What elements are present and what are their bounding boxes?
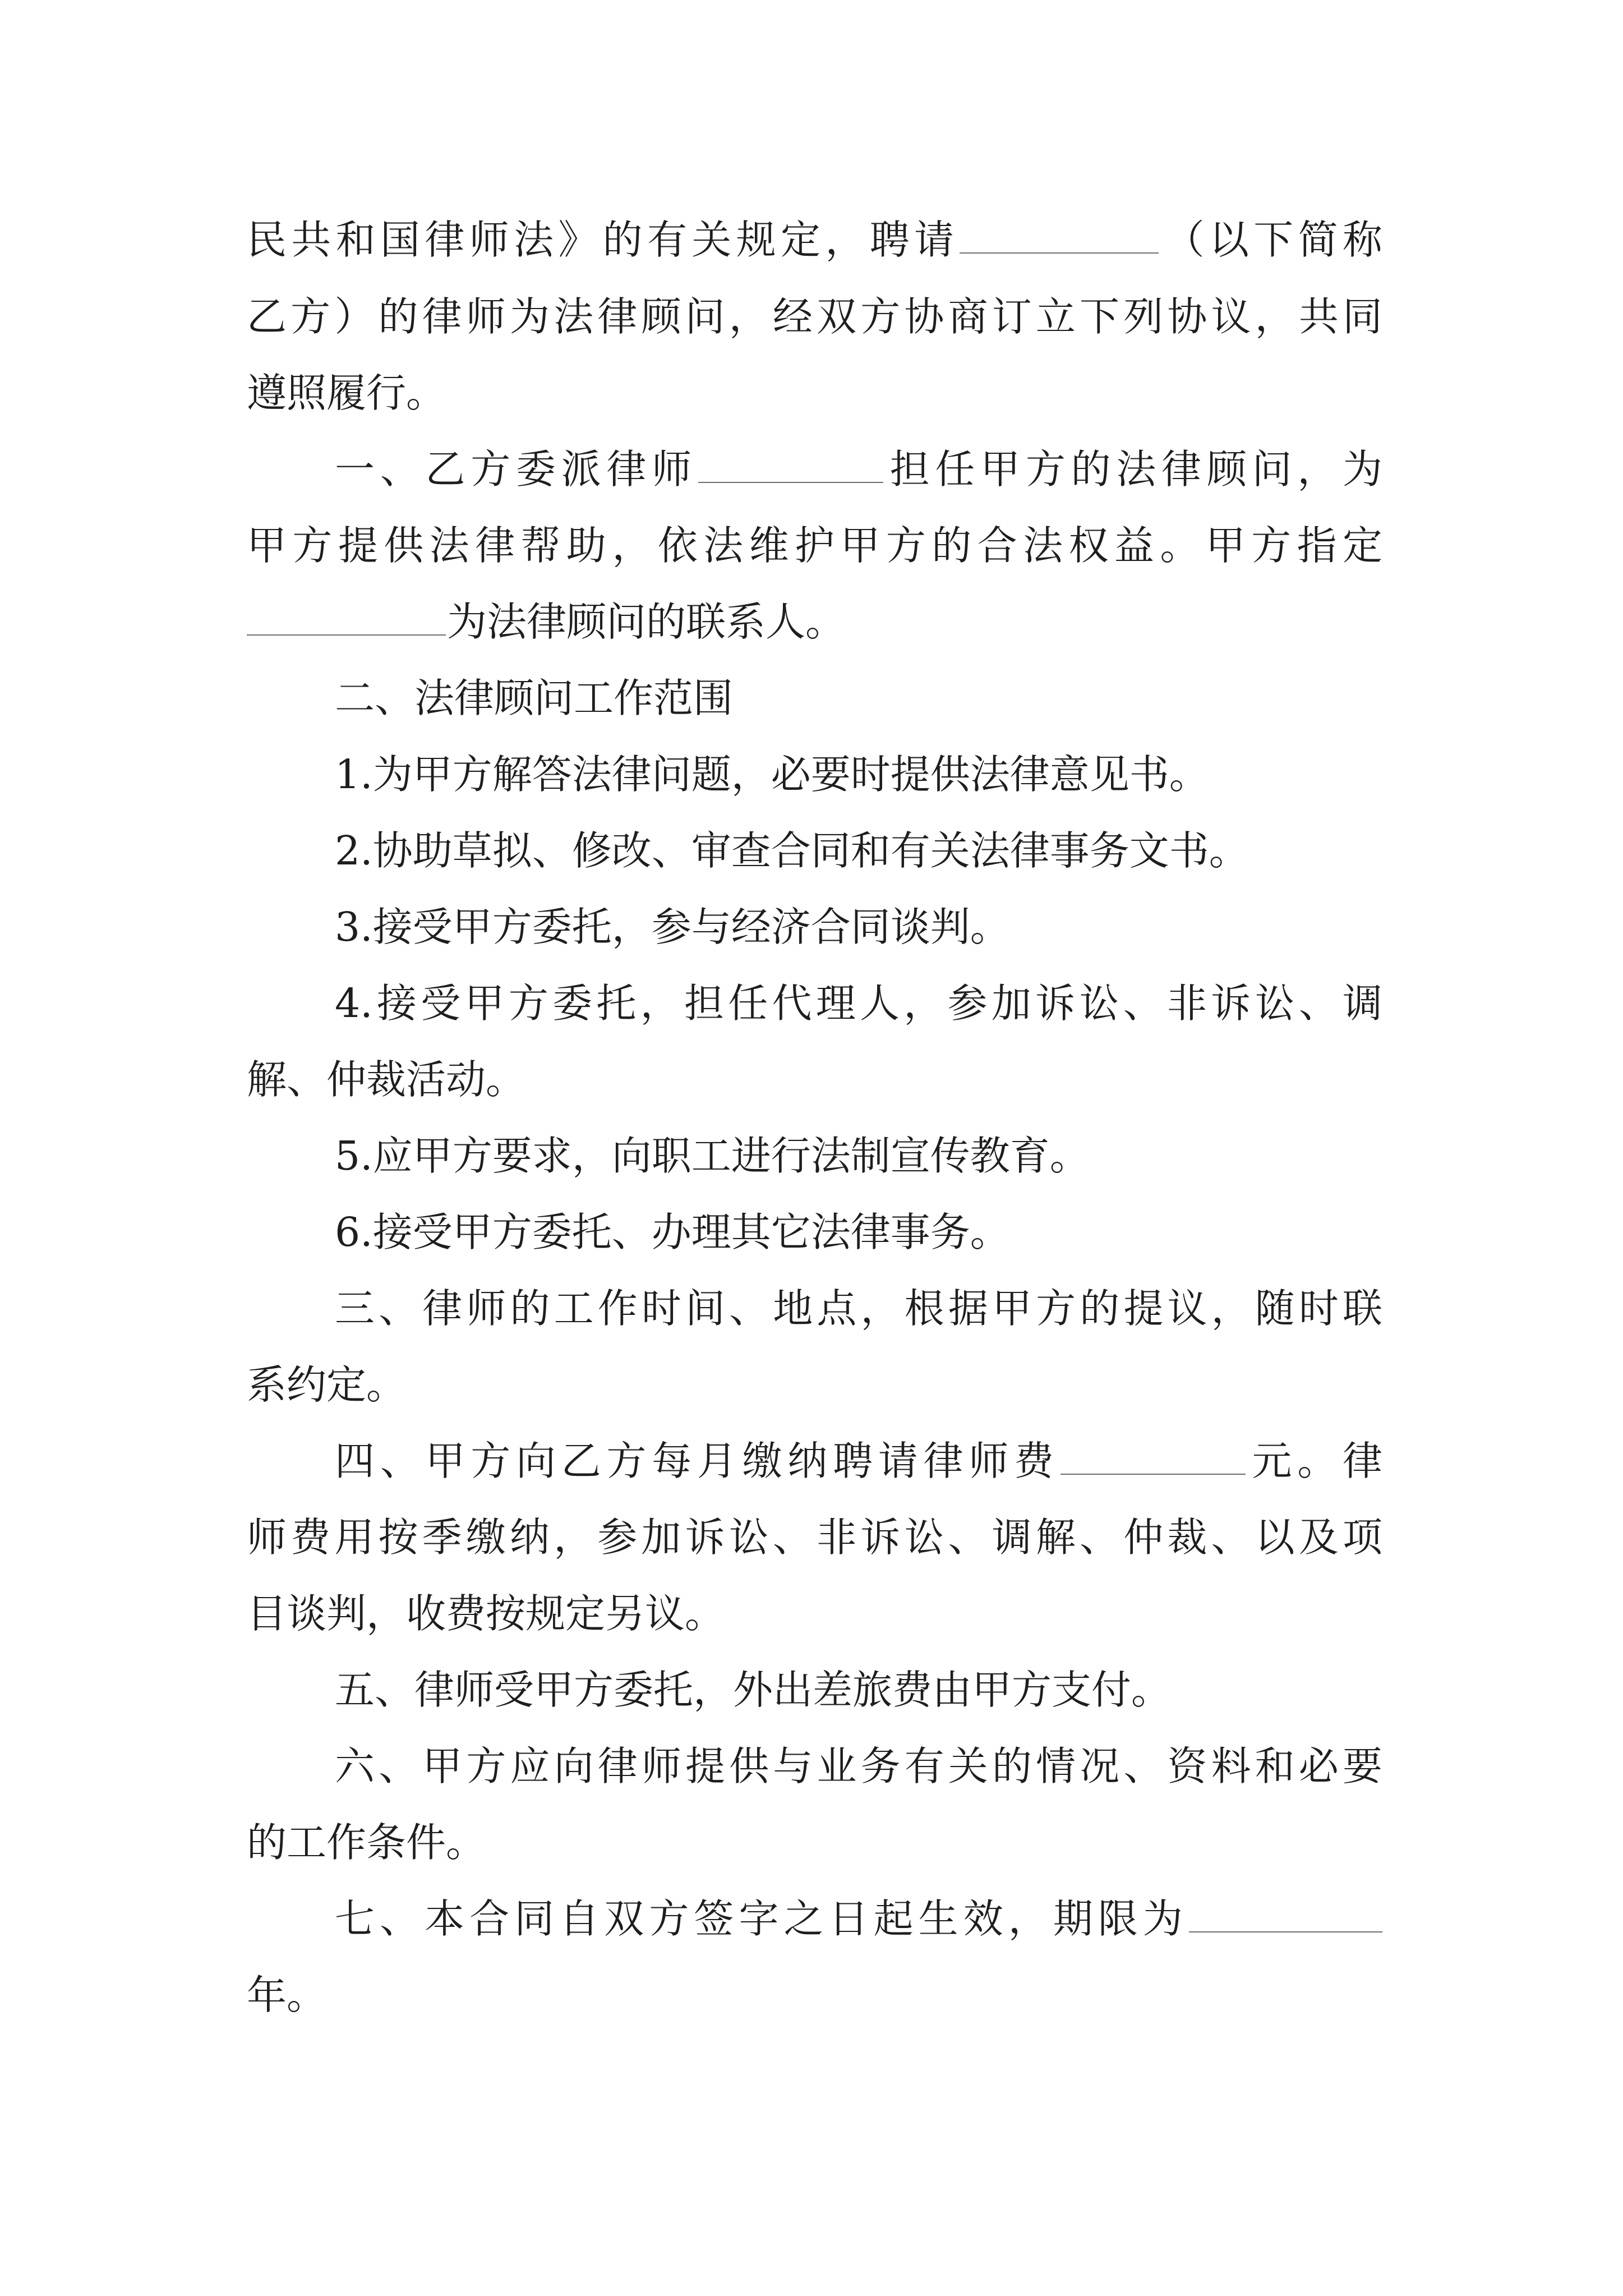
clause-1-line-2: 甲方提供法律帮助，依法维护甲方的合法权益。甲方指定 (247, 522, 1382, 569)
clause-4-line-3: 目谈判，收费按规定另议。 (247, 1590, 725, 1637)
lawyer-name-blank (698, 448, 883, 483)
clause-7-text-a: 七、本合同自双方签字之日起生效，期限为 (335, 1895, 1188, 1942)
clause-2-heading: 二、法律顾问工作范围 (335, 675, 734, 721)
term-years-blank (1189, 1898, 1382, 1932)
intro-text-a: 民共和国律师法》的有关规定，聘请 (247, 217, 959, 263)
scope-item-6: 6.接受甲方委托、办理其它法律事务。 (335, 1209, 1010, 1255)
clause-4-line-1 (335, 1433, 1382, 1489)
scope-item-1: 1.为甲方解答法律问题，必要时提供法律意见书。 (335, 751, 1209, 798)
clause-1-line-1 (335, 441, 1382, 498)
scope-item-3: 3.接受甲方委托，参与经济合同谈判。 (335, 904, 1010, 950)
clause-4-text-a: 四、甲方向乙方每月缴纳聘请律师费 (335, 1438, 1059, 1484)
fee-amount-blank (1061, 1440, 1246, 1475)
clause-6-line-2: 的工作条件。 (247, 1819, 486, 1866)
clause-7-line-1 (335, 1891, 1382, 1947)
contact-person-blank (247, 601, 446, 636)
firm-name-blank (960, 219, 1159, 254)
intro-text-b: （以下简称 (1160, 217, 1382, 263)
scope-item-2: 2.协助草拟、修改、审查合同和有关法律事务文书。 (335, 827, 1249, 874)
intro-line-1 (247, 212, 1382, 268)
scope-item-4-line-2: 解、仲裁活动。 (247, 1056, 526, 1103)
clause-5-line-1: 五、律师受甲方委托，外出差旅费由甲方支付。 (335, 1667, 1172, 1713)
clause-4-line-2: 师费用按季缴纳，参加诉讼、非诉讼、调解、仲裁、以及项 (247, 1514, 1382, 1561)
clause-1-text-a: 一、乙方委派律师 (335, 446, 697, 493)
clause-1-text-b: 担任甲方的法律顾问，为 (884, 446, 1382, 493)
clause-1-text-c: 为法律顾问的联系人。 (447, 599, 846, 645)
clause-3-line-1: 三、律师的工作时间、地点，根据甲方的提议，随时联 (335, 1285, 1382, 1332)
clause-4-text-b: 元。律 (1246, 1438, 1382, 1484)
clause-6-line-1: 六、甲方应向律师提供与业务有关的情况、资料和必要 (335, 1743, 1382, 1789)
clause-1-line-3 (247, 594, 845, 650)
scope-item-5: 5.应甲方要求，向职工进行法制宣传教育。 (335, 1133, 1090, 1179)
clause-3-line-2: 系约定。 (247, 1361, 407, 1408)
intro-line-3: 遵照履行。 (247, 370, 446, 416)
scope-item-4-line-1: 4.接受甲方委托，担任代理人，参加诉讼、非诉讼、调 (335, 980, 1382, 1027)
intro-line-2: 乙方）的律师为法律顾问，经双方协商订立下列协议，共同 (247, 293, 1382, 340)
clause-7-line-2: 年。 (247, 1972, 327, 2018)
